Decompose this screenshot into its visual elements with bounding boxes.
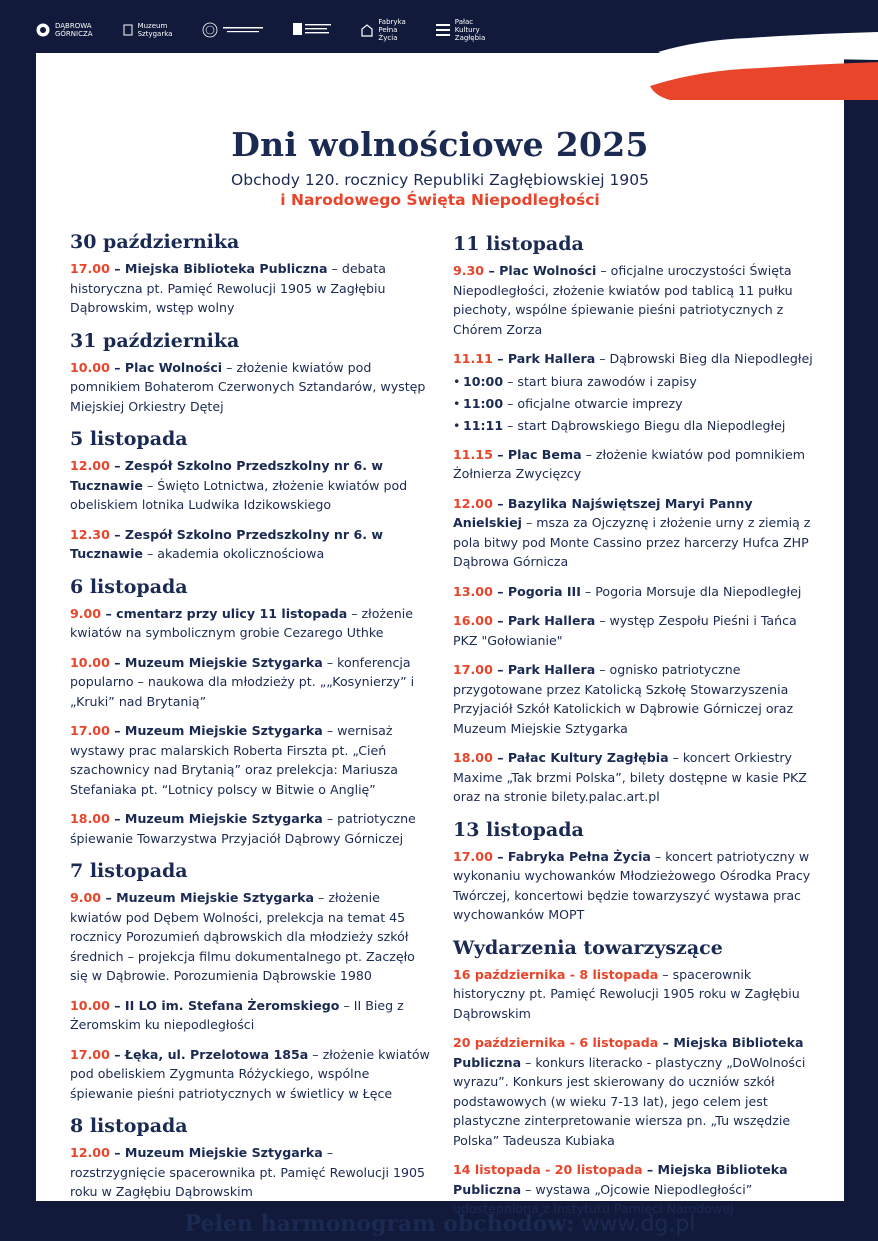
seal-logo [202,22,263,38]
event-time: 13.00 [453,583,493,599]
event-item [70,721,430,799]
subtitle-accent: i Narodowego Święta Niepodległości [280,191,600,209]
event-desc: – występ Zespołu Pieśni i Tańca PKZ "Gołowianie" [453,613,797,648]
event-item [453,349,823,369]
event-item [70,358,430,417]
section-31-october [70,330,430,417]
section-30-october [70,231,430,318]
event-item [453,660,823,738]
right-column [453,233,823,1231]
list-item [453,393,823,415]
event-item [453,611,823,650]
event-desc: – złożenie kwiatów pod pomnikiem Bohaterom Czerwonych Sztandarów, występ Miejskiej Orkiestry Dętej [70,359,426,414]
event-desc: – złożenie kwiatów pod pomnikiem Żołnierza Zwycięzcy [453,446,806,481]
palac-emblem-icon [436,23,450,37]
event-desc: – msza za Ojczyznę i złożenie urny z ziemią z pola bitwy pod Monte Cassino przez harcerzy Hufca ZHP Dąbrowa Górnicza [453,515,811,569]
seal-icon [202,22,218,38]
event-time: 14 listopada - 20 listopada [453,1162,643,1177]
event-item [453,748,823,807]
event-desc: – debata historyczna pt. Pamięć Rewolucji 1905 w Zagłębiu Dąbrowskim, wstęp wolny [70,261,386,315]
event-item [453,1033,823,1150]
event-desc: – Dąbrowski Bieg dla Niepodległej [595,351,813,366]
fabryka-house-icon [361,23,373,37]
event-place: – Bazylika Najświętszej Maryi Panny Anielskiej [453,495,753,530]
list-item [453,415,823,437]
event-time: 20 października - 6 listopada [453,1035,659,1050]
event-item [70,525,430,564]
event-desc: – spacerownik historyczny pt. Pamięć Rewolucji 1905 roku w Zagłębiu Dąbrowskim [453,966,800,1021]
logo-text: DĄBROWA GÓRNICZA [55,22,93,38]
event-item [70,996,430,1035]
biblioteka-logo [293,22,331,38]
section-6-november [70,576,430,849]
flag-red-stroke [650,56,878,100]
event-item [70,604,430,643]
event-item [453,965,823,1024]
seal-wordmark-icon [223,25,263,35]
section-side-events [453,937,823,1219]
event-desc: – konferencja popularno – naukowa dla młodzieży pt. „„Kosynierzy” i „Kruki” nad Brytanią” [70,654,415,709]
event-item [70,653,430,712]
section-title: 30 października [70,231,240,253]
event-time: 16.00 [453,613,493,628]
event-time: 9.00 [70,605,102,621]
section-13-november [453,819,823,925]
footer [36,1211,844,1237]
event-place: – Park Hallera [492,662,596,677]
event-time: 12.00 [453,495,493,511]
event-place: – Muzeum Miejskie Sztygarka [101,890,315,905]
event-item [70,259,430,318]
page-title: Dni wolnościowe 2025 [231,125,649,164]
footer-url[interactable]: www.dg.pl [574,1212,696,1237]
event-time: 10.00 [70,654,110,670]
footer-label: Pełen harmonogram obchodów: [184,1211,575,1237]
event-place: – Muzeum Miejskie Sztygarka [109,811,323,826]
event-desc: – koncert patriotyczny w wykonaniu wychowanków Młodzieżowego Ośrodka Pracy Twórczej, koncertowi będzie towarzyszyć wystawa prac wychowanków MOPT [453,848,811,922]
event-place: – Plac Bema [492,446,582,462]
event-place: – Łęka, ul. Przelotowa 185a [109,1046,309,1062]
event-item [453,582,823,602]
event-desc: – wernisaż wystawy prac malarskich Roberta Firszta pt. „Cień szachownicy nad Brytanią” oraz prelekcja: Mariusza Stefaniaka pt. “Lotnicy polscy w Bitwie o Anglię” [70,723,398,797]
event-time: 18.00 [70,811,110,826]
section-title: Wydarzenia towarzyszące [453,936,723,959]
event-item [70,456,430,515]
event-place: – II LO im. Stefana Żeromskiego [109,997,340,1013]
event-desc: – ognisko patriotyczne przygotowane przez Katolicką Szkołę Stowarzyszenia Przyjaciół Szkół Katolickich w Dąbrowie Górniczej oraz Muzeum Miejskie Sztygarka [453,662,794,736]
event-place: – Miejska Biblioteka Publiczna [453,1162,788,1197]
event-place: – Miejska Biblioteka Publiczna [453,1035,804,1070]
list-item [453,371,823,393]
event-place: – Zespół Szkolno Przedszkolny nr 6. w Tucznawie [70,458,384,493]
event-desc: – złożenie kwiatów pod obeliskiem Zygmunta Różyckiego, wspólne śpiewanie pieśni patriotycznych w świetlicy w Łęce [70,1046,430,1101]
event-place: – Muzeum Miejskie Sztygarka [109,654,323,670]
event-time: 9.00 [70,890,102,905]
section-title: 8 listopada [70,1115,188,1137]
partner-logos [36,18,485,42]
event-item [70,1045,430,1104]
event-desc: – rozstrzygnięcie spacerownika pt. Pamięć Rewolucji 1905 roku w Zagłębiu Dąbrowskim [70,1145,425,1199]
event-item [70,809,430,848]
event-time: 12.00 [70,1145,110,1160]
event-time: 10.00 [70,997,110,1013]
event-desc: – Święto Lotnictwa, złożenie kwiatów pod obeliskiem lotnika Ludwika Idzikowskiego [70,477,408,512]
biblioteka-emblem-icon [293,22,331,38]
event-time: 17.00 [70,1046,110,1062]
poster-page [36,53,844,1237]
bullet-desc: – start Dąbrowskiego Biegu dla Niepodległej [503,417,786,433]
section-5-november [70,428,430,564]
event-desc: – złożenie kwiatów pod Dębem Wolności, prelekcja na temat 45 rocznicy Porozumień dąbrowskich dla młodzieży szkół średnich – projekcja filmu dokumentalnego pt. Zaczęło się w Dąbrowie. Porozumienia Dąbrowskie 1980 [70,890,415,983]
bullet-time: 11:00 [463,395,504,411]
event-time: 17.00 [70,723,110,738]
logo-text: Pałac Kultury Zagłębia [454,18,486,42]
event-time: 11.11 [453,351,493,366]
section-title: 11 listopada [453,233,584,255]
event-place: – Plac Wolności [484,263,597,278]
event-desc: – konkurs literacko - plastyczny „DoWolności wyrazu”. Konkurs jest skierowany do uczniów szkół podstawowych (w wieku 7-13 lat), jego celem jest plastyczne zinterpretowanie wiersza pn. „Tu wszędzie Polska” Tadeusza Kubiaka [453,1054,806,1148]
event-time: 12.00 [70,458,110,473]
event-item [453,445,823,484]
bullet-time: 11:11 [463,417,504,433]
event-desc: – koncert Orkiestry Maxime „Tak brzmi Polska”, bilety dostępne w kasie PKZ oraz na stronie bilety.palac.art.pl [453,750,807,804]
event-time: 17.00 [70,261,110,276]
palac-logo [436,18,486,42]
event-time: 18.00 [453,750,493,765]
event-desc: – akademia okolicznościowa [142,546,325,561]
fabryka-logo [361,18,405,42]
event-time: 12.30 [70,526,110,542]
section-title: 7 listopada [70,860,188,882]
muzeum-emblem-icon [123,23,133,37]
event-desc: – patriotyczne śpiewanie Towarzystwa Przyjaciół Dąbrowy Górniczej [70,811,416,846]
event-place: – Park Hallera [492,351,596,366]
bullet-desc: – start biura zawodów i zapisy [503,373,697,389]
event-place: – Park Hallera [492,613,596,628]
section-8-november [70,1115,430,1202]
event-place: – Fabryka Pełna Życia [492,848,651,864]
event-item [70,1143,430,1202]
event-item [453,261,823,339]
logo-text: Muzeum Sztygarka [137,22,173,38]
section-title: 31 października [70,329,240,352]
event-time: 10.00 [70,359,110,375]
event-time: 17.00 [453,848,493,864]
section-title: 5 listopada [70,428,188,450]
subtitle: Obchody 120. rocznicy Republiki Zagłębiowskiej 1905 [231,171,649,189]
event-desc: – Pogoria Morsuje dla Niepodległej [580,583,802,599]
event-place: – Plac Wolności [109,359,223,375]
event-item [70,888,430,986]
event-place: – Miejska Biblioteka Publiczna [109,261,328,276]
event-time: 17.00 [453,662,493,677]
event-time: 9.30 [453,263,485,278]
dabrowa-logo [36,22,93,38]
dabrowa-emblem-icon [36,23,50,37]
run-schedule-list [453,371,823,437]
bullet-time: 10:00 [463,373,504,389]
section-7-november [70,860,430,1103]
event-desc: – złożenie kwiatów na symbolicznym grobie Cezarego Uthke [70,605,414,640]
section-title: 6 listopada [70,575,188,598]
event-place: – Muzeum Miejskie Sztygarka [109,1145,323,1160]
section-title: 13 listopada [453,818,584,841]
event-place: – Muzeum Miejskie Sztygarka [109,723,323,738]
event-desc: – wystawa „Ojcowie Niepodległości” udostępniona z Instytutu Pamięci Narodowej [453,1181,753,1216]
event-item [453,494,823,572]
event-time: 11.15 [453,446,493,462]
event-desc: – II Bieg z Żeromskim ku niepodległości [70,997,404,1032]
event-time: 16 października - 8 listopada [453,966,659,982]
event-item [453,847,823,925]
event-place: – cmentarz przy ulicy 11 listopada [101,605,348,621]
muzeum-logo [123,22,173,38]
event-desc: – oficjalne uroczystości Święta Niepodległości, złożenie kwiatów pod tablicą 11 pułku piechoty, wspólne śpiewanie pieśni patriotycznych z Chórem Zorza [453,263,793,337]
event-place: – Pogoria III [492,583,581,599]
left-column [70,231,430,1214]
bullet-desc: – oficjalne otwarcie imprezy [503,395,683,411]
event-place: – Zespół Szkolno Przedszkolny nr 6. w Tucznawie [70,526,384,561]
event-item [453,1160,823,1219]
section-11-november [453,233,823,807]
logo-text: Fabryka Pełna Życia [378,18,406,42]
event-place: – Pałac Kultury Zagłębia [492,750,669,765]
